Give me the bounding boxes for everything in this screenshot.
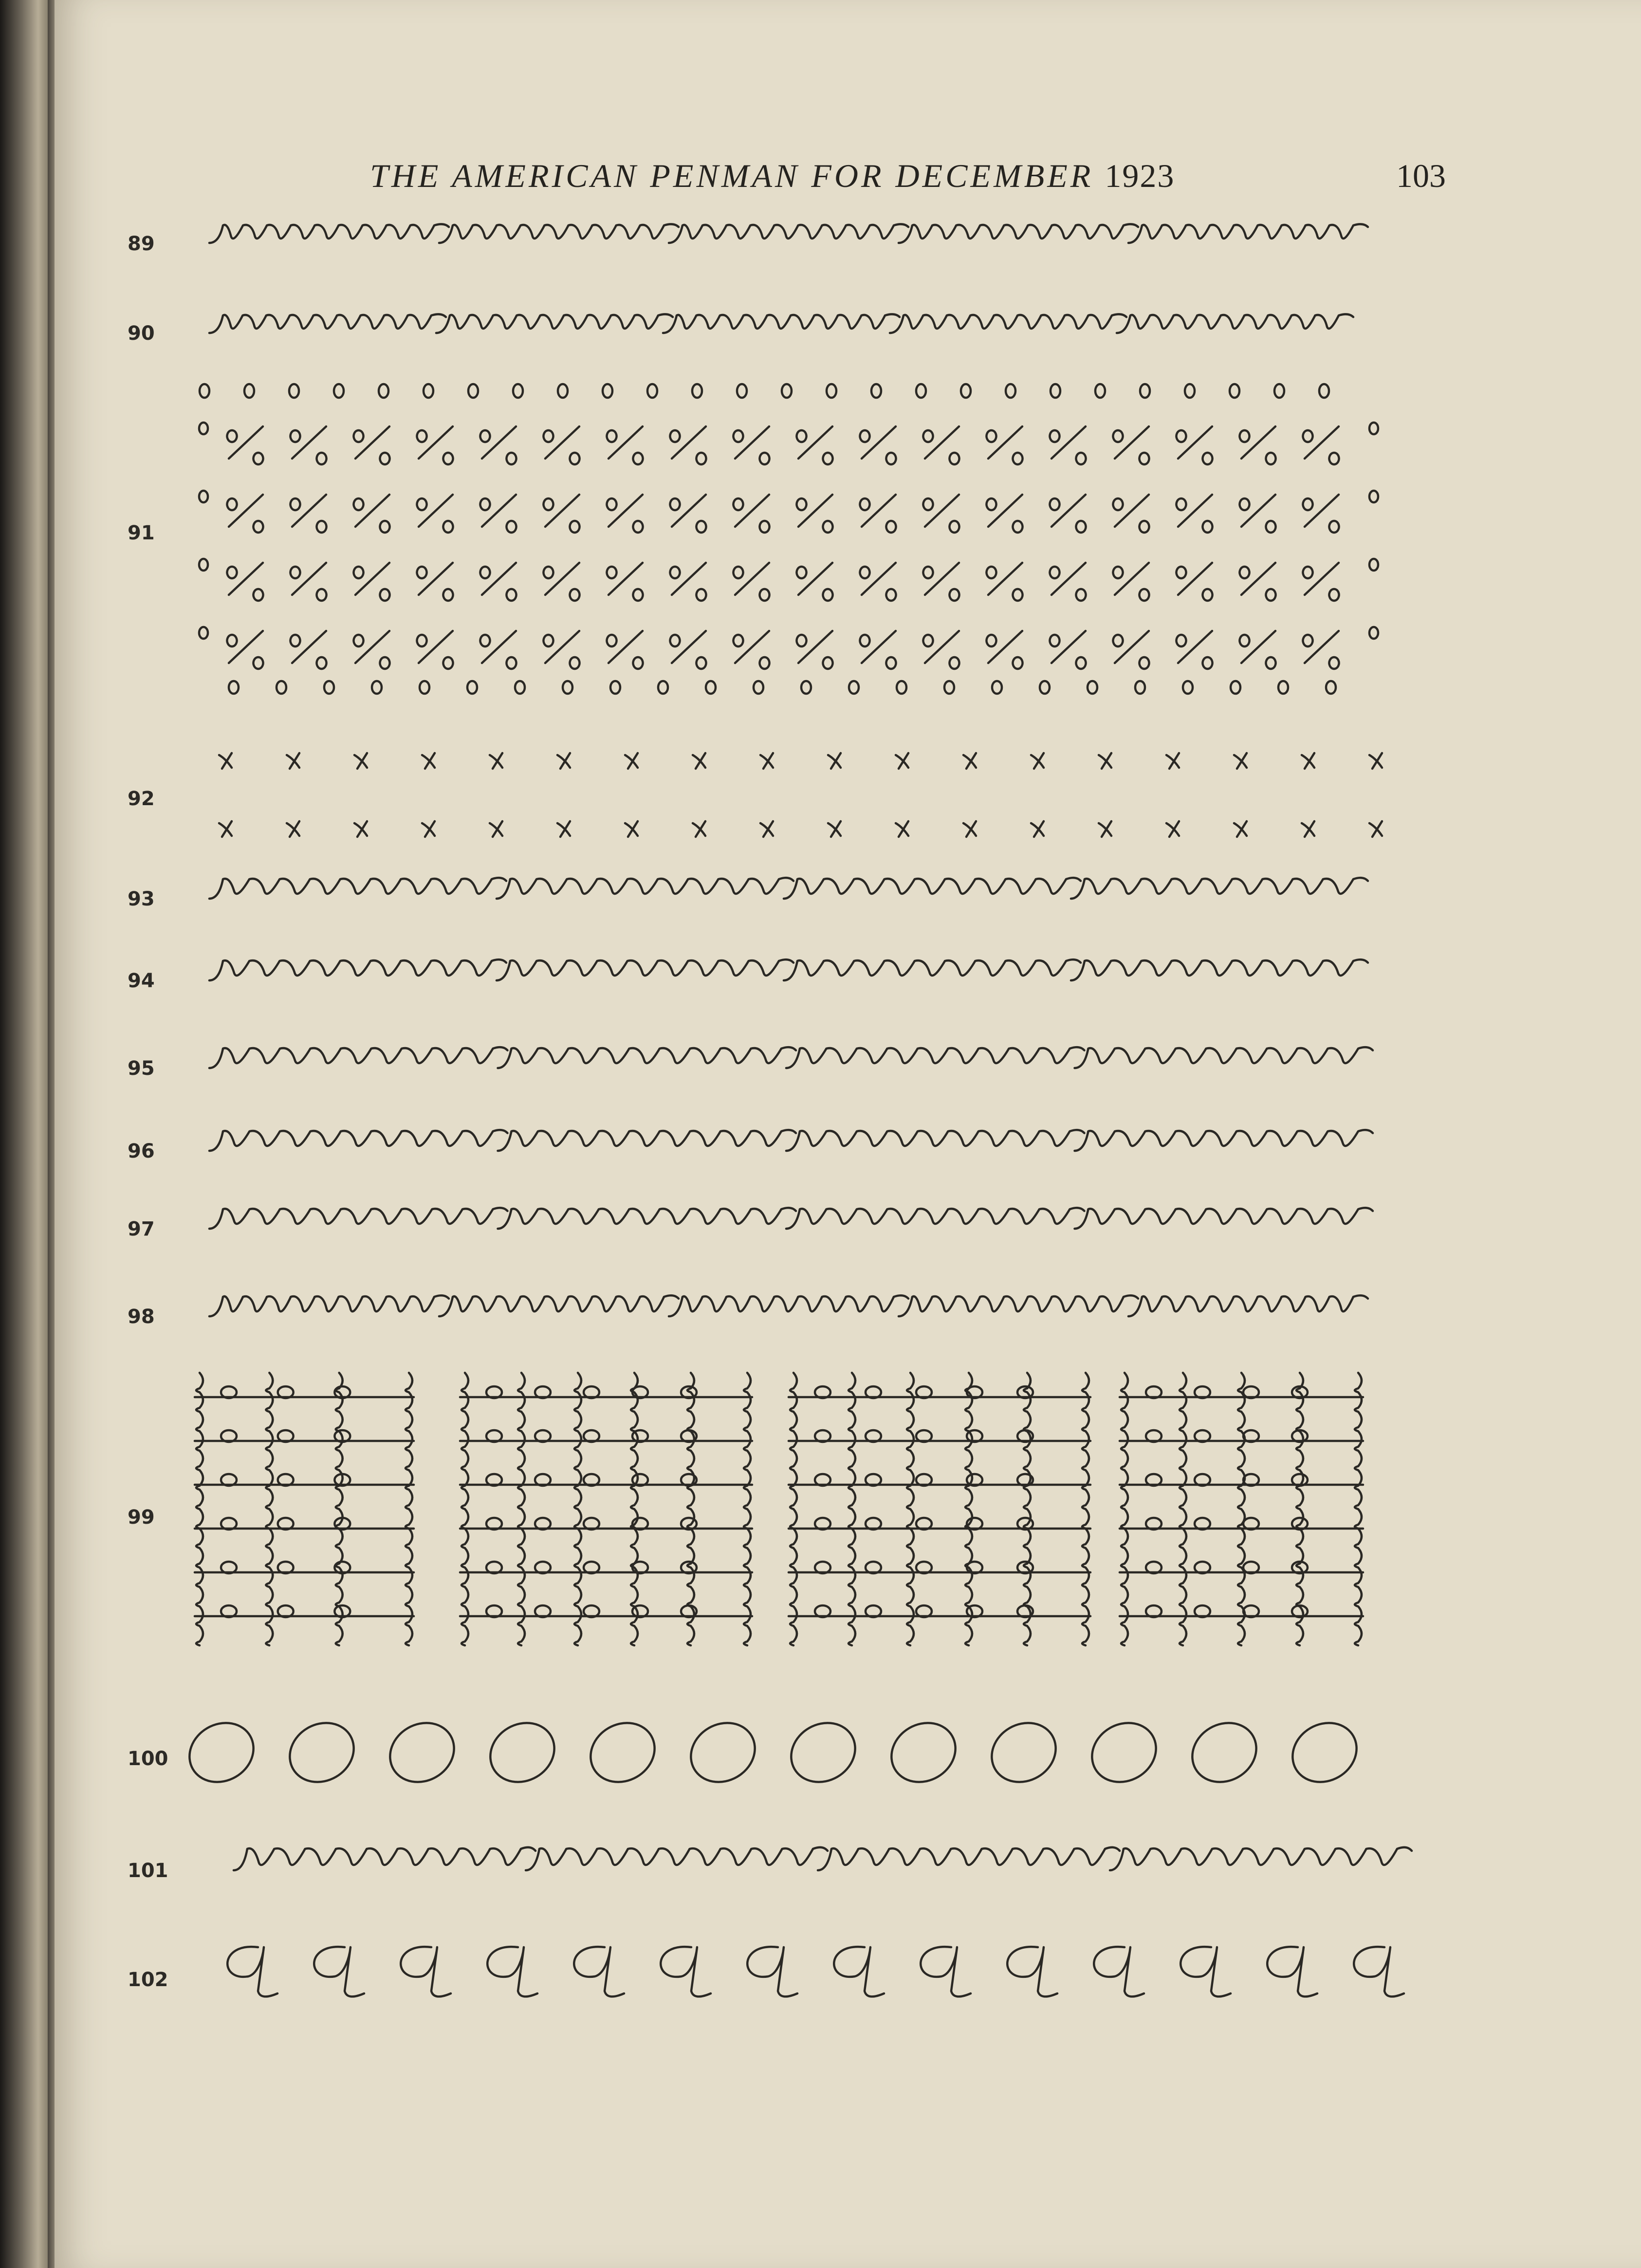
small-o (871, 384, 881, 398)
exercise-number-90: 90 (128, 322, 155, 345)
small-o (467, 681, 477, 694)
percent-sign (733, 563, 769, 601)
vertical-loop-column (518, 1373, 525, 1645)
capital-o (1282, 1712, 1367, 1793)
percent-sign (860, 495, 896, 533)
percent-sign (227, 631, 263, 669)
small-o (1140, 384, 1150, 398)
cursive-word (209, 1130, 508, 1151)
exercise-number-97: 97 (128, 1218, 155, 1240)
exercise-98-script (209, 1295, 1368, 1316)
percent-sign (291, 426, 327, 464)
percent-sign (607, 631, 643, 669)
cursive-word (498, 1208, 796, 1229)
lowercase-a (921, 1947, 971, 1996)
small-o (754, 681, 763, 694)
x-mark (963, 753, 976, 769)
percent-sign (923, 631, 959, 669)
lowercase-a (661, 1947, 711, 1996)
small-o (558, 384, 568, 398)
lowercase-a (227, 1947, 277, 1996)
lowercase-a (834, 1947, 884, 1996)
x-mark (557, 753, 570, 769)
small-o (849, 681, 859, 694)
cursive-word (786, 1130, 1085, 1151)
lowercase-a (1180, 1947, 1231, 1996)
small-o (706, 681, 716, 694)
exercise-99-script (195, 1373, 1363, 1645)
running-head-year: 1923 (1105, 157, 1175, 194)
small-o (992, 681, 1002, 694)
small-o (468, 384, 478, 398)
exercise-90-script (209, 314, 1353, 333)
running-head-title: THE AMERICAN PENMAN FOR DECEMBER (370, 157, 1094, 194)
cursive-word (234, 1847, 535, 1870)
lowercase-a (1094, 1947, 1144, 1996)
capital-o (680, 1712, 766, 1793)
percent-sign (227, 426, 263, 464)
small-o (1040, 681, 1050, 694)
small-o (658, 681, 668, 694)
x-mark (557, 821, 570, 837)
percent-sign (797, 426, 833, 464)
exercise-92-script (219, 753, 1382, 837)
percent-sign (480, 495, 516, 533)
percent-sign (607, 495, 643, 533)
x-mark (354, 753, 367, 769)
capital-o (881, 1712, 966, 1793)
exercise-102-script (227, 1947, 1404, 1996)
percent-sign (987, 495, 1023, 533)
cursive-word (497, 878, 793, 899)
capital-o (580, 1712, 665, 1793)
cursive-word (1117, 314, 1353, 333)
vertical-loop-column (1180, 1373, 1186, 1645)
capital-o (279, 1712, 365, 1793)
percent-sign (607, 426, 643, 464)
x-mark (1234, 753, 1247, 769)
percent-sign (417, 495, 453, 533)
percent-sign (1240, 563, 1276, 601)
small-o (1095, 384, 1105, 398)
cursive-word (899, 224, 1138, 243)
small-o (229, 681, 239, 694)
vertical-loop-column (848, 1373, 855, 1645)
small-o (647, 384, 657, 398)
percent-sign (987, 631, 1023, 669)
cursive-word (890, 314, 1126, 333)
cursive-word (439, 1295, 679, 1316)
cursive-word (669, 1295, 908, 1316)
small-o (563, 681, 572, 694)
exercise-95-script (209, 1047, 1373, 1068)
x-mark (963, 821, 976, 837)
small-o (1369, 627, 1378, 639)
small-o (1088, 681, 1097, 694)
capital-o (780, 1712, 866, 1793)
small-o (782, 384, 792, 398)
cursive-word (1075, 1130, 1373, 1151)
small-o (515, 681, 525, 694)
cursive-word (209, 224, 449, 243)
small-o (424, 384, 433, 398)
percent-sign (544, 426, 580, 464)
x-mark (896, 753, 908, 769)
lowercase-a (574, 1947, 624, 1996)
cursive-word (663, 314, 900, 333)
cursive-word (209, 314, 446, 333)
percent-sign (923, 563, 959, 601)
x-mark (1031, 821, 1044, 837)
exercise-93-script (209, 878, 1368, 899)
small-o (324, 681, 334, 694)
vertical-loop-column (1238, 1373, 1245, 1645)
percent-sign (480, 563, 516, 601)
percent-sign (1113, 495, 1149, 533)
small-o (244, 384, 254, 398)
vertical-loop-column (1121, 1373, 1128, 1645)
percent-sign (354, 563, 390, 601)
exercise-number-101: 101 (128, 1860, 168, 1882)
percent-sign (1113, 563, 1149, 601)
percent-sign (1303, 426, 1339, 464)
small-o (692, 384, 702, 398)
x-mark (828, 753, 841, 769)
exercise-89-script (209, 224, 1368, 243)
percent-sign (923, 426, 959, 464)
x-mark (287, 821, 299, 837)
percent-sign (670, 495, 706, 533)
percent-sign (733, 495, 769, 533)
capital-o (179, 1712, 264, 1793)
percent-sign (1240, 495, 1276, 533)
percent-sign (1050, 631, 1086, 669)
small-o (603, 384, 612, 398)
cursive-word (1075, 1208, 1373, 1229)
percent-sign (987, 563, 1023, 601)
percent-sign (1240, 631, 1276, 669)
vertical-loop-column (1082, 1373, 1089, 1645)
lowercase-a (1267, 1947, 1317, 1996)
small-o (199, 423, 208, 434)
x-mark (1369, 753, 1382, 769)
exercise-number-102: 102 (128, 1969, 168, 1991)
x-mark (1369, 821, 1382, 837)
exercise-number-92: 92 (128, 788, 155, 810)
exercise-100-script (179, 1712, 1367, 1793)
small-o (897, 681, 906, 694)
small-o (1231, 681, 1240, 694)
cursive-word (526, 1847, 828, 1870)
exercise-97-script (209, 1208, 1373, 1229)
exercise-number-100: 100 (128, 1748, 168, 1770)
percent-sign (1177, 631, 1213, 669)
small-o (961, 384, 971, 398)
percent-sign (417, 631, 453, 669)
x-mark (219, 753, 232, 769)
percent-sign (797, 563, 833, 601)
lowercase-a (1007, 1947, 1057, 1996)
percent-sign (923, 495, 959, 533)
percent-sign (544, 563, 580, 601)
small-o (199, 491, 208, 502)
cursive-word (439, 224, 679, 243)
percent-sign (1177, 426, 1213, 464)
vertical-loop-column (406, 1373, 412, 1645)
exercise-101-script (234, 1847, 1412, 1870)
x-mark (1099, 821, 1111, 837)
percent-sign (1303, 563, 1339, 601)
percent-sign (733, 426, 769, 464)
small-o (1326, 681, 1336, 694)
cursive-word (497, 959, 793, 980)
x-mark (625, 821, 638, 837)
percent-sign (860, 631, 896, 669)
lowercase-a (1354, 1947, 1404, 1996)
cursive-word (899, 1295, 1138, 1316)
cursive-word (209, 1208, 508, 1229)
percent-sign (291, 495, 327, 533)
percent-sign (797, 631, 833, 669)
percent-sign (291, 563, 327, 601)
x-mark (693, 821, 705, 837)
x-mark (760, 821, 773, 837)
lowercase-a (401, 1947, 451, 1996)
vertical-loop-column (574, 1373, 581, 1645)
percent-sign (480, 426, 516, 464)
exercise-96-script (209, 1130, 1373, 1151)
small-o (1278, 681, 1288, 694)
small-o (420, 681, 429, 694)
x-mark (490, 821, 502, 837)
percent-sign (1113, 631, 1149, 669)
cursive-word (209, 959, 506, 980)
cursive-word (1075, 1047, 1373, 1068)
capital-o (1081, 1712, 1167, 1793)
cursive-word (498, 1130, 796, 1151)
percent-sign (1303, 495, 1339, 533)
small-o (1230, 384, 1239, 398)
small-o (1369, 423, 1378, 434)
capital-o (379, 1712, 465, 1793)
capital-o (479, 1712, 565, 1793)
x-mark (287, 753, 299, 769)
cursive-word (209, 1295, 449, 1316)
cursive-word (786, 1047, 1085, 1068)
percent-sign (987, 426, 1023, 464)
vertical-loop-column (196, 1373, 203, 1645)
percent-sign (1050, 563, 1086, 601)
x-mark (1166, 821, 1179, 837)
vertical-loop-column (266, 1373, 273, 1645)
x-mark (422, 821, 435, 837)
vertical-loop-column (907, 1373, 914, 1645)
percent-sign (1177, 495, 1213, 533)
percent-sign (417, 563, 453, 601)
percent-sign (354, 631, 390, 669)
x-mark (896, 821, 908, 837)
vertical-loop-column (744, 1373, 751, 1645)
percent-sign (607, 563, 643, 601)
percent-sign (227, 563, 263, 601)
percent-sign (417, 426, 453, 464)
small-o (1274, 384, 1284, 398)
cursive-word (1071, 878, 1368, 899)
lowercase-a (747, 1947, 797, 1996)
cursive-word (498, 1047, 796, 1068)
small-o (334, 384, 344, 398)
percent-sign (670, 426, 706, 464)
x-mark (219, 821, 232, 837)
small-o (513, 384, 523, 398)
x-mark (1302, 821, 1314, 837)
cursive-word (784, 959, 1081, 980)
percent-sign (670, 563, 706, 601)
small-o (199, 559, 208, 571)
x-mark (1234, 821, 1247, 837)
x-mark (422, 753, 435, 769)
vertical-loop-column (965, 1373, 972, 1645)
x-mark (625, 753, 638, 769)
exercise-number-98: 98 (128, 1306, 155, 1328)
small-o (372, 681, 382, 694)
vertical-loop-column (631, 1373, 638, 1645)
small-o (199, 627, 208, 639)
percent-sign (544, 631, 580, 669)
percent-sign (1177, 563, 1213, 601)
percent-sign (1050, 426, 1086, 464)
x-mark (354, 821, 367, 837)
percent-sign (733, 631, 769, 669)
lowercase-a (487, 1947, 537, 1996)
cursive-word (209, 1047, 508, 1068)
percent-sign (860, 426, 896, 464)
percent-sign (354, 426, 390, 464)
exercise-number-95: 95 (128, 1057, 155, 1080)
lowercase-a (314, 1947, 364, 1996)
cursive-word (818, 1847, 1120, 1870)
exercise-number-91: 91 (128, 522, 155, 544)
capital-o (981, 1712, 1067, 1793)
small-o (916, 384, 926, 398)
small-o (1135, 681, 1145, 694)
small-o (200, 384, 209, 398)
percent-sign (1240, 426, 1276, 464)
exercise-number-99: 99 (128, 1506, 155, 1529)
page-number: 103 (1396, 157, 1446, 194)
percent-sign (670, 631, 706, 669)
cursive-word (786, 1208, 1085, 1229)
x-mark (1099, 753, 1111, 769)
x-mark (1031, 753, 1044, 769)
x-mark (490, 753, 502, 769)
vertical-loop-column (1355, 1373, 1362, 1645)
percent-sign (544, 495, 580, 533)
cursive-word (436, 314, 673, 333)
small-o (379, 384, 388, 398)
exercise-94-script (209, 959, 1368, 980)
cursive-word (209, 878, 506, 899)
vertical-loop-column (461, 1373, 468, 1645)
vertical-loop-column (687, 1373, 694, 1645)
exercise-number-89: 89 (128, 233, 155, 255)
cursive-word (1128, 224, 1368, 243)
cursive-word (1071, 959, 1368, 980)
x-mark (760, 753, 773, 769)
cursive-word (1110, 1847, 1412, 1870)
small-o (610, 681, 620, 694)
percent-sign (480, 631, 516, 669)
x-mark (828, 821, 841, 837)
cursive-word (784, 878, 1081, 899)
small-o (1319, 384, 1329, 398)
small-o (1185, 384, 1195, 398)
exercise-number-93: 93 (128, 888, 155, 910)
percent-sign (797, 495, 833, 533)
capital-o (1181, 1712, 1267, 1793)
x-mark (693, 753, 705, 769)
percent-sign (354, 495, 390, 533)
small-o (827, 384, 836, 398)
percent-sign (1050, 495, 1086, 533)
x-mark (1166, 753, 1179, 769)
percent-sign (227, 495, 263, 533)
small-o (277, 681, 286, 694)
vertical-loop-column (790, 1373, 797, 1645)
small-o (944, 681, 954, 694)
exercise-91-script (199, 384, 1378, 694)
small-o (1369, 491, 1378, 502)
x-mark (1302, 753, 1314, 769)
small-o (1006, 384, 1015, 398)
percent-sign (1303, 631, 1339, 669)
small-o (1051, 384, 1060, 398)
percent-sign (860, 563, 896, 601)
small-o (801, 681, 811, 694)
small-o (737, 384, 747, 398)
percent-sign (291, 631, 327, 669)
cursive-word (669, 224, 908, 243)
small-o (289, 384, 299, 398)
cursive-word (1128, 1295, 1368, 1316)
vertical-loop-column (1024, 1373, 1031, 1645)
exercise-number-94: 94 (128, 970, 155, 992)
small-o (1369, 559, 1378, 571)
small-o (1183, 681, 1193, 694)
exercise-number-96: 96 (128, 1140, 155, 1162)
percent-sign (1113, 426, 1149, 464)
